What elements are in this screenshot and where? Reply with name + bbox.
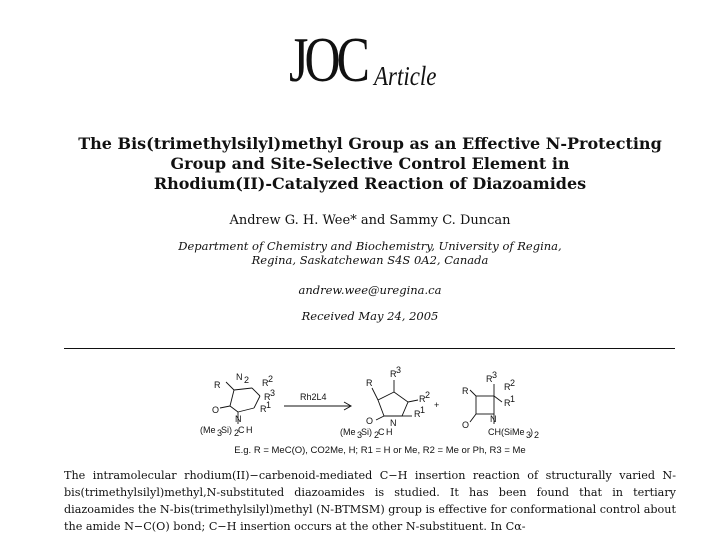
svg-text:H: H — [386, 427, 393, 437]
svg-text:Si): Si) — [361, 427, 372, 437]
svg-text:O: O — [366, 416, 374, 426]
beta-lactam-structure — [470, 384, 502, 424]
plus-sign: + — [434, 400, 440, 410]
svg-text:CH(SiMe: CH(SiMe — [488, 427, 525, 437]
affiliation — [0, 239, 720, 267]
svg-text:N: N — [390, 418, 397, 428]
svg-text:2: 2 — [510, 378, 516, 388]
svg-text:R: R — [504, 398, 511, 408]
svg-text:C: C — [238, 425, 245, 435]
svg-text:R: R — [462, 386, 469, 396]
svg-text:R: R — [504, 382, 511, 392]
svg-text:1: 1 — [420, 405, 426, 415]
svg-text:R: R — [262, 378, 269, 388]
svg-text:3: 3 — [396, 365, 402, 375]
svg-text:2: 2 — [268, 374, 274, 384]
affiliation-line-2: Regina, Saskatchewan S4S 0A2, Canada — [251, 253, 489, 267]
journal-logo — [289, 24, 459, 98]
pyrrolidinone-structure — [372, 380, 418, 420]
svg-text:2: 2 — [534, 430, 540, 440]
svg-text:R: R — [260, 404, 267, 414]
title-line-1: The Bis(trimethylsilyl)methyl Group as an Effective N-Protecting — [78, 134, 662, 153]
svg-text:): ) — [530, 427, 533, 437]
reaction-arrow — [284, 402, 351, 410]
svg-text:1: 1 — [266, 400, 272, 410]
journal-logo-sub: Article — [374, 61, 437, 91]
svg-text:1: 1 — [510, 394, 516, 404]
author-list: Andrew G. H. Wee* and Sammy C. Duncan — [229, 213, 511, 228]
title-line-2: Group and Site-Selective Control Element in — [170, 154, 570, 173]
svg-text:3: 3 — [217, 428, 223, 438]
svg-text:C: C — [378, 427, 385, 437]
svg-text:R: R — [419, 394, 426, 404]
svg-text:3: 3 — [526, 430, 532, 440]
header-divider — [64, 348, 675, 349]
svg-text:O: O — [212, 405, 220, 415]
svg-text:N: N — [236, 372, 243, 382]
svg-text:R: R — [264, 392, 271, 402]
svg-text:2: 2 — [244, 375, 250, 385]
scheme-caption: E.g. R = MeC(O), CO2Me, H; R1 = H or Me, R2 = Me or Ph, R3 = Me — [234, 445, 526, 456]
svg-text:3: 3 — [492, 370, 498, 380]
svg-text:R: R — [414, 409, 421, 419]
svg-text:Si): Si) — [221, 425, 232, 435]
svg-text:O: O — [462, 420, 470, 430]
abstract — [64, 467, 676, 535]
journal-logo-main: JOC — [289, 24, 367, 95]
svg-text:2: 2 — [425, 390, 431, 400]
svg-text:R: R — [486, 374, 493, 384]
svg-text:2: 2 — [234, 428, 240, 438]
svg-text:R: R — [366, 378, 373, 388]
affiliation-line-1: Department of Chemistry and Biochemistry, University of Regina, — [178, 239, 562, 253]
paper-title — [40, 134, 700, 194]
svg-text:(Me: (Me — [200, 425, 216, 435]
author-email: andrew.wee@uregina.ca — [298, 283, 442, 297]
svg-text:R: R — [214, 380, 221, 390]
svg-text:H: H — [246, 425, 253, 435]
received-date: Received May 24, 2005 — [301, 309, 439, 323]
svg-text:(Me: (Me — [340, 427, 356, 437]
svg-text:R: R — [390, 369, 397, 379]
svg-text:N: N — [235, 414, 242, 424]
svg-text:N: N — [490, 414, 497, 424]
title-line-3: Rhodium(II)-Catalyzed Reaction of Diazoamides — [153, 174, 587, 193]
reagent-label: Rh2L4 — [300, 392, 327, 402]
svg-text:3: 3 — [270, 388, 276, 398]
svg-text:3: 3 — [357, 430, 363, 440]
svg-text:2: 2 — [374, 430, 380, 440]
abstract-text: The intramolecular rhodium(II)−carbenoid-mediated C−H insertion reaction of structurally varied N-bis(trimethylsilyl)methyl,N-substituted diazoamides is studied. It has been found that in tertiary diazoamides the N-bis(trimethylsilyl)methyl (N-BTMSM) group is effective for conformational control about the amide N−C(O) bond; C−H insertion occurs at the other N-substituent. In Cα- — [64, 469, 676, 533]
